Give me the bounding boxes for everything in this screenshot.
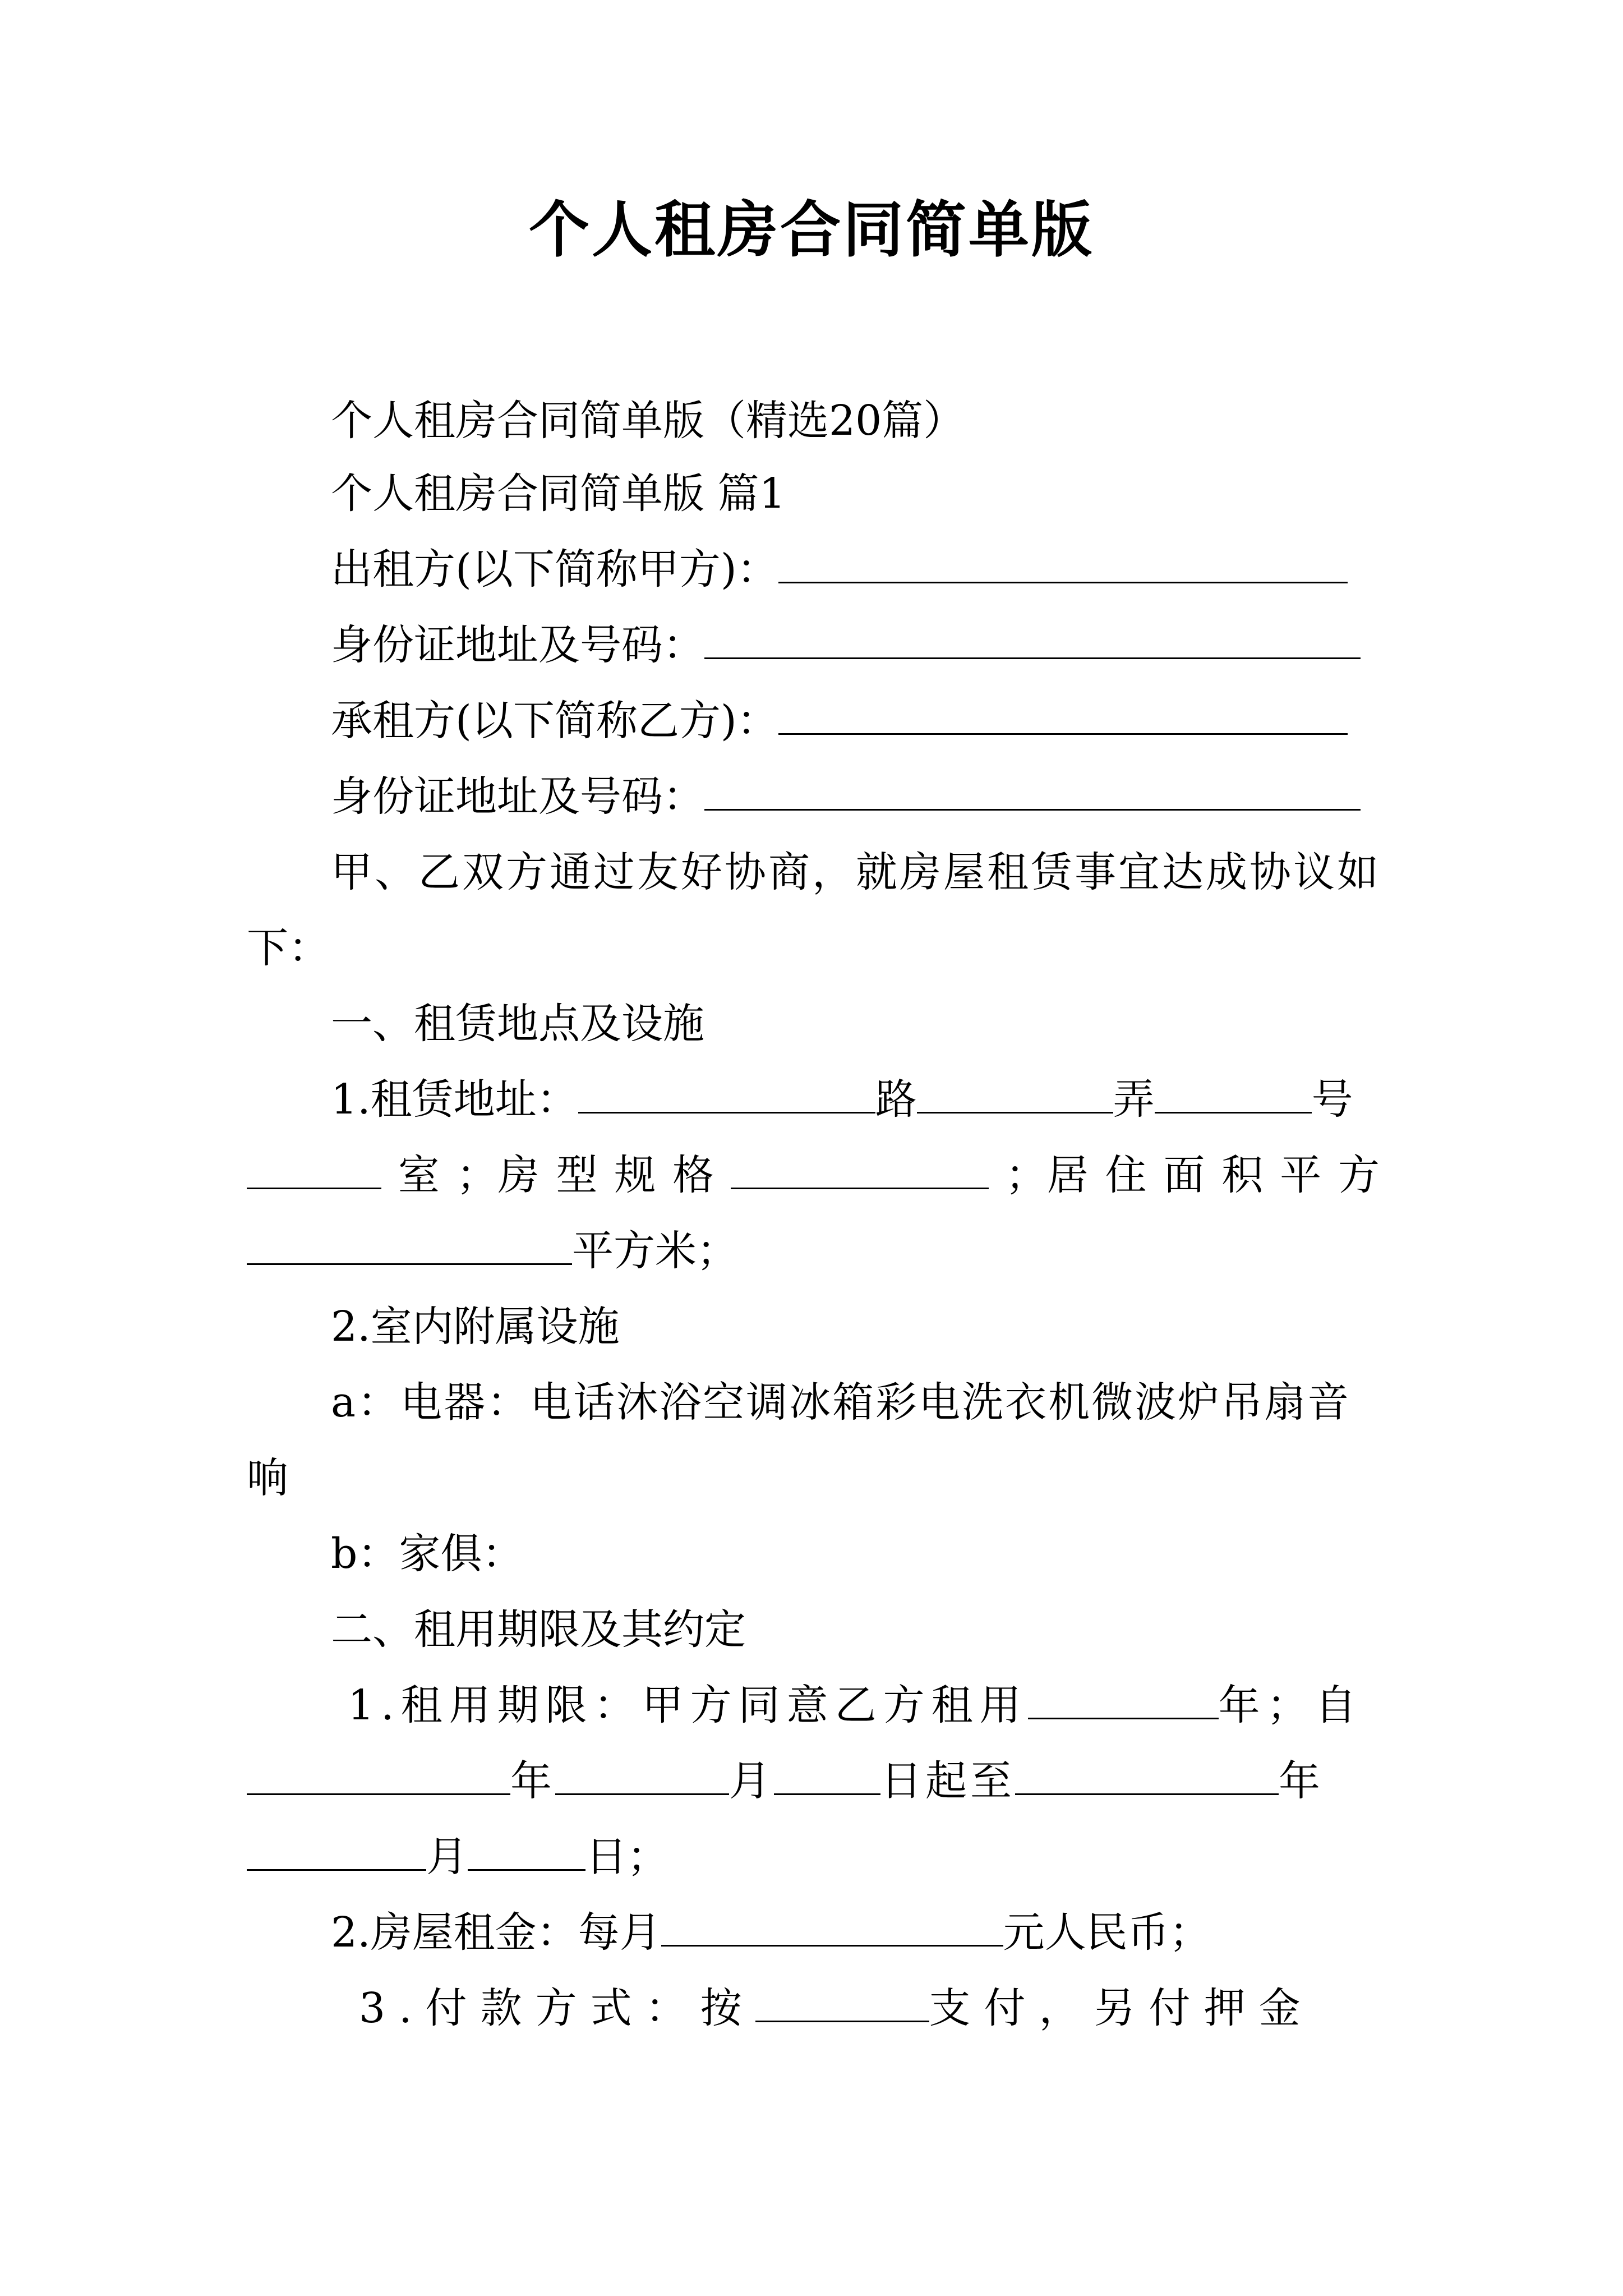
area-label-2: 住 <box>1105 1151 1147 1199</box>
rent-blank[interactable] <box>661 1904 1003 1947</box>
room-type-label-1: ；房 <box>456 1151 540 1199</box>
lessor-blank[interactable] <box>778 541 1348 583</box>
lane-blank[interactable] <box>917 1071 1113 1114</box>
number-blank[interactable] <box>1155 1071 1312 1114</box>
room-blank[interactable] <box>247 1147 381 1189</box>
facilities-heading: 2.室内附属设施 <box>331 1303 620 1351</box>
start-month-blank[interactable] <box>555 1753 729 1795</box>
end-year-blank[interactable] <box>1015 1753 1279 1795</box>
lessee-id-label: 身份证地址及号码： <box>331 772 704 821</box>
lessor-line <box>331 536 1380 603</box>
area-label-6: 方 <box>1338 1151 1380 1199</box>
lessee-label: 承租方(以下简称乙方)： <box>331 697 778 745</box>
payment-blank[interactable] <box>755 1980 929 2022</box>
lessee-id-blank[interactable] <box>704 769 1361 811</box>
section-one-heading: 一、租赁地点及设施 <box>331 1000 704 1048</box>
rental-address-line <box>331 1066 1380 1133</box>
room-type-blank[interactable] <box>731 1147 989 1189</box>
end-day-label: 日； <box>585 1833 668 1881</box>
room-type-line <box>247 1142 1380 1209</box>
number-label: 号 <box>1311 1075 1353 1124</box>
lessor-id-label: 身份证地址及号码： <box>331 621 704 669</box>
room-type-label-2: 型 <box>556 1151 598 1199</box>
area-unit: 平方米； <box>572 1227 738 1275</box>
rent-label: 2.房屋租金：每月 <box>331 1908 661 1957</box>
road-blank[interactable] <box>578 1071 875 1114</box>
lane-label: 弄 <box>1113 1075 1155 1124</box>
agreement-intro-cont: 下： <box>247 924 330 972</box>
rental-address-label: 1.租赁地址： <box>331 1075 578 1124</box>
lessor-label: 出租方(以下简称甲方)： <box>331 545 778 593</box>
area-label-4: 积 <box>1221 1151 1264 1199</box>
document-title: 个人租房合同简单版 <box>528 195 1094 265</box>
area-line <box>247 1217 1380 1285</box>
start-day-label: 日起至 <box>880 1757 1015 1805</box>
rent-unit: 元人民币； <box>1003 1908 1211 1957</box>
area-label-3: 面 <box>1163 1151 1205 1199</box>
start-day-blank[interactable] <box>774 1753 880 1795</box>
subtitle-line: 个人租房合同简单版（精选20篇） <box>331 397 965 445</box>
appliances-line-cont: 响 <box>247 1454 288 1502</box>
lessor-id-blank[interactable] <box>704 617 1361 659</box>
start-year-label: 年 <box>510 1757 555 1805</box>
term-label: 1.租用期限：甲方同意乙方租用 <box>348 1681 1028 1729</box>
term-years-label: 年；自 <box>1218 1681 1363 1729</box>
lessee-line <box>331 687 1380 754</box>
end-day-blank[interactable] <box>468 1829 585 1871</box>
lessor-id-line <box>331 611 1380 679</box>
appliances-line: a：电器：电话沐浴空调冰箱彩电洗衣机微波炉吊扇音 <box>331 1378 1351 1427</box>
end-year-label: 年 <box>1279 1757 1324 1805</box>
end-month-label: 月 <box>426 1833 468 1881</box>
term-line <box>348 1672 1380 1739</box>
payment-line <box>359 1975 1380 2042</box>
room-type-label-4: 格 <box>672 1151 714 1199</box>
road-label: 路 <box>875 1075 917 1124</box>
end-month-blank[interactable] <box>247 1829 426 1871</box>
furniture-line: b：家俱： <box>331 1530 524 1578</box>
term-dates-line <box>247 1747 1380 1815</box>
start-year-blank[interactable] <box>247 1753 510 1795</box>
lessee-id-line <box>331 763 1380 830</box>
area-label-1: ；居 <box>1005 1151 1089 1199</box>
area-blank[interactable] <box>247 1223 572 1265</box>
rent-line <box>331 1899 1464 1966</box>
section-heading: 个人租房合同简单版 篇1 <box>331 470 786 518</box>
room-label: 室 <box>398 1151 440 1199</box>
area-label-5: 平 <box>1280 1151 1322 1199</box>
deposit-label: 支付，另付押金 <box>929 1984 1314 2032</box>
payment-label: 3.付款方式：按 <box>359 1984 755 2032</box>
start-month-label: 月 <box>729 1757 774 1805</box>
term-end-line <box>247 1823 1380 1890</box>
section-two-heading: 二、租用期限及其约定 <box>331 1605 746 1654</box>
lessee-blank[interactable] <box>778 693 1348 735</box>
term-years-blank[interactable] <box>1028 1677 1219 1719</box>
agreement-intro: 甲、乙双方通过友好协商，就房屋租赁事宜达成协议如 <box>331 848 1381 896</box>
room-type-label-3: 规 <box>614 1151 656 1199</box>
